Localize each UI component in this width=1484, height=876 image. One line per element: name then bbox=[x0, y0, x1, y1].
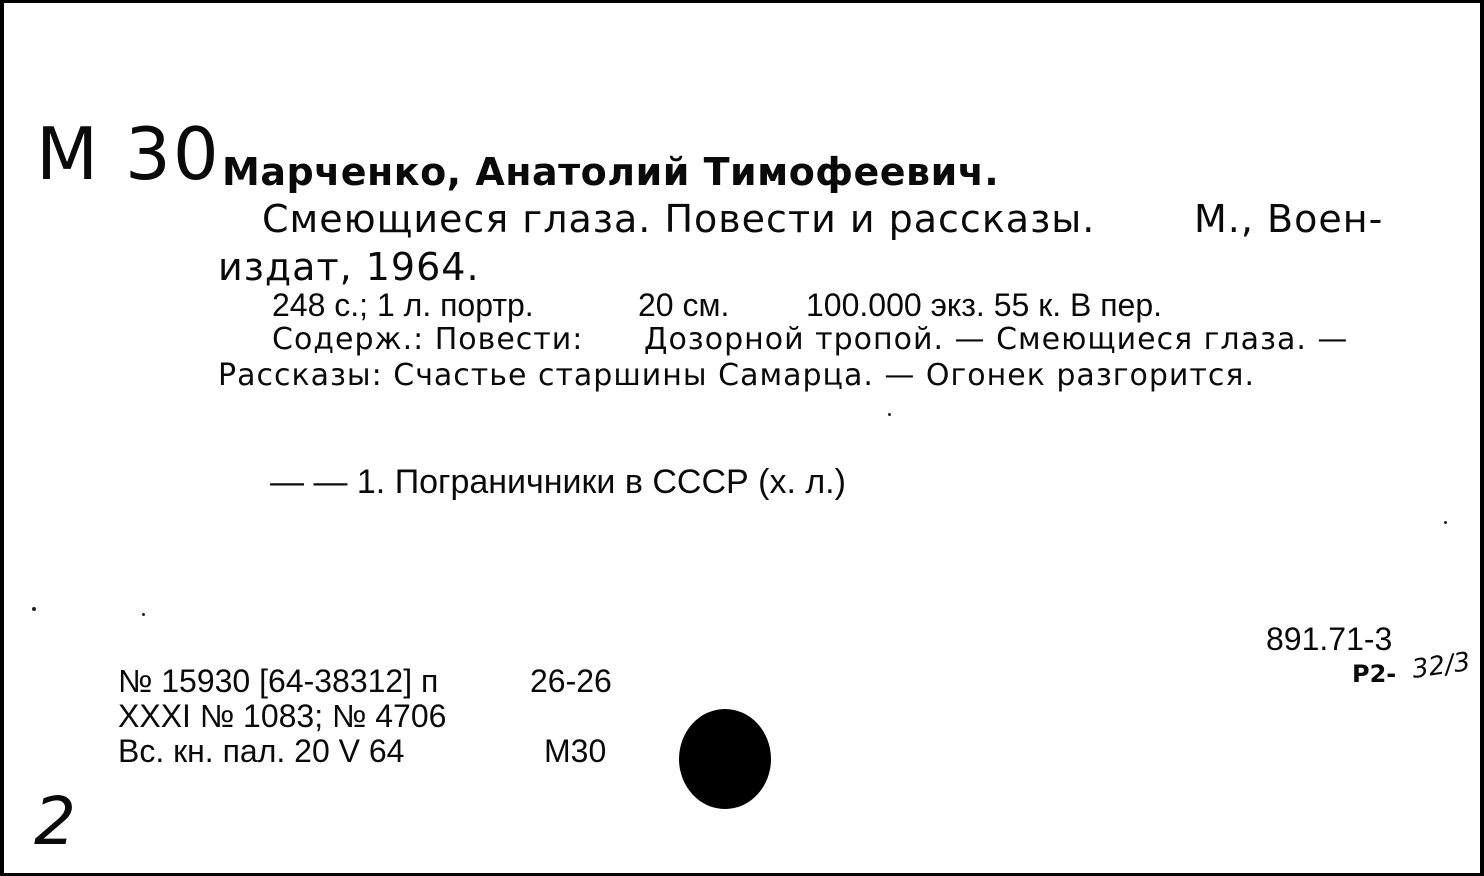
publisher-start: М., Воен- bbox=[1194, 197, 1384, 241]
footer-line3-left: Вс. кн. пал. 20 V 64 bbox=[118, 733, 405, 769]
speck-1 bbox=[32, 607, 36, 611]
title-line: Смеющиеся глаза. Повести и рассказы. bbox=[262, 197, 1096, 241]
bbk-code: Р2- bbox=[1352, 660, 1397, 688]
contents-label: Содерж.: Повести: bbox=[272, 322, 584, 357]
author-heading: Марченко, Анатолий Тимофеевич. bbox=[222, 150, 1000, 194]
contents-line2: Рассказы: Счастье старшины Самарца. — Огонек разгорится. bbox=[218, 358, 1255, 393]
call-number: М 30 bbox=[36, 112, 221, 196]
contents-line1: Дозорной тропой. — Смеющиеся глаза. — bbox=[644, 322, 1349, 357]
pages-info: 248 с.; 1 л. портр. bbox=[272, 287, 534, 323]
footer-line1-left: № 15930 [64-38312] п bbox=[118, 663, 439, 699]
handwritten-number: 2 bbox=[34, 783, 76, 860]
speck-4 bbox=[1444, 521, 1447, 524]
subject-heading: — — 1. Пограничники в СССР (х. л.) bbox=[270, 463, 846, 501]
udc-code: 891.71-3 bbox=[1266, 621, 1393, 657]
speck-2 bbox=[142, 613, 145, 616]
handwritten-fraction: 32/3 bbox=[1410, 647, 1473, 685]
footer-line3-right: М30 bbox=[544, 733, 607, 769]
publisher-continued: издат, 1964. bbox=[218, 245, 480, 289]
size-info: 20 см. bbox=[638, 287, 730, 323]
punched-hole bbox=[679, 709, 771, 809]
copies-info: 100.000 экз. 55 к. В пер. bbox=[806, 287, 1163, 323]
footer-line2-left: XXXI № 1083; № 4706 bbox=[118, 698, 447, 734]
footer-line1-right: 26-26 bbox=[530, 663, 612, 699]
speck-3 bbox=[888, 413, 891, 416]
